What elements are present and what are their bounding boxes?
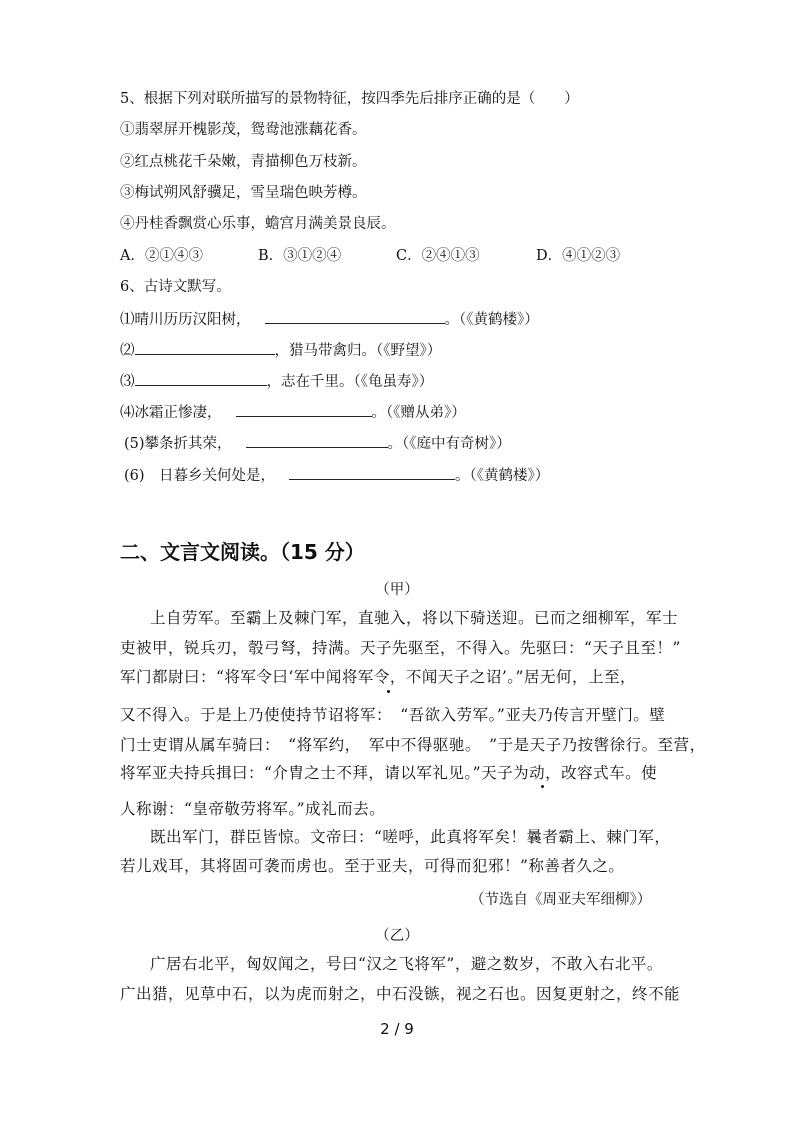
yi-line-1: 广居右北平，匈奴闻之，号曰“汉之飞将军”，避之数岁，不敢入右北平。	[150, 955, 663, 973]
jia-source: （节选自《周亚夫军细柳》）	[470, 892, 652, 908]
answer-blank-2[interactable]	[135, 340, 275, 355]
jia-line-6: 将军亚夫持兵揖曰：“介胄之士不拜，请以军礼见。”天子为动，改容式车。使	[120, 764, 658, 782]
answer-blank-4[interactable]	[236, 402, 372, 417]
q5-item-1: ①翡翠屏开槐影茂，鸳鸯池涨藕花香。	[120, 122, 367, 138]
q6-item-4-prefix: ⑷冰霜正惨凄，	[120, 405, 222, 421]
q5-option-b: B．③①②④	[258, 248, 342, 264]
answer-blank-5[interactable]	[246, 433, 388, 448]
q6-item-4-suffix: 。（《赠从弟》）	[371, 405, 466, 421]
jia-line-5: 门士吏谓从属车骑曰： “将军约， 军中不得驱驰。 ”于是天子乃按辔徐行。至营，	[120, 736, 706, 754]
jia-line-7: 人称谢：“皇帝敬劳将军。”成礼而去。	[120, 800, 386, 818]
jia-line-1: 上自劳军。至霸上及棘门军，直驰入，将以下骑送迎。已而之细柳军，军士	[150, 609, 679, 627]
q5-option-d: D．④①②③	[536, 248, 621, 264]
q6-item-1	[120, 309, 539, 330]
q5-item-2: ②红点桃花千朵嫩，青描柳色万枝新。	[120, 154, 367, 170]
q6-item-2-suffix: ，猎马带禽归。（《野望》）	[274, 343, 442, 359]
q6-item-6	[124, 465, 549, 486]
section-heading: 二、文言文阅读。（15 分）	[120, 540, 365, 564]
answer-blank-6[interactable]	[289, 465, 455, 480]
emphasis-dot	[541, 785, 544, 788]
q6-item-4	[120, 402, 466, 423]
answer-blank-1[interactable]	[265, 309, 445, 324]
q6-item-2-prefix: ⑵	[120, 343, 135, 359]
q5-stem: 5、根据下列对联所描写的景物特征，按四季先后排序正确的是（ ）	[120, 91, 579, 107]
yi-label: （乙）	[375, 928, 419, 944]
q6-item-3-suffix: ，志在千里。（《龟虽寿》）	[266, 374, 434, 390]
emphasis-dot	[387, 690, 390, 693]
jia-label: （甲）	[375, 582, 419, 598]
q6-item-1-suffix: 。（《黄鹤楼》）	[444, 312, 539, 328]
page-number: 2 / 9	[380, 1020, 414, 1038]
q6-stem: 6、古诗文默写。	[120, 279, 231, 295]
q6-item-3	[120, 371, 433, 392]
jia-line-3: 军门都尉曰：“将军令曰‘军中闻将军令，不闻天子之诏’。”居无何，上至，	[120, 668, 636, 686]
q5-item-4: ④丹桂香飘赏心乐事，蟾宫月满美景良辰。	[120, 216, 396, 232]
answer-blank-3[interactable]	[135, 371, 267, 386]
jia-line-2: 吏被甲，锐兵刃，彀弓弩，持满。天子先驱至，不得入。先驱曰：“天子且至！”	[120, 639, 681, 657]
q6-item-5-suffix: 。（《庭中有奇树》）	[387, 436, 511, 452]
q6-item-2	[120, 340, 441, 361]
q6-item-1-prefix: ⑴晴川历历汉阳树，	[120, 312, 251, 328]
q6-item-6-prefix: (6) 日暮乡关何处是，	[124, 468, 276, 484]
jia-line-8: 既出军门，群臣皆惊。文帝曰：“嗟呼，此真将军矣！曩者霸上、棘门军，	[150, 828, 671, 846]
jia-line-9: 若儿戏耳，其将固可袭而虏也。至于亚夫，可得而犯邪！”称善者久之。	[120, 857, 625, 875]
q5-option-a: A．②①④③	[120, 248, 203, 264]
q6-item-6-suffix: 。（《黄鹤楼》）	[455, 468, 550, 484]
q6-item-3-prefix: ⑶	[120, 374, 135, 390]
q5-item-3: ③梅试朔风舒骥足，雪呈瑞色映芳樽。	[120, 185, 367, 201]
q6-item-5	[124, 433, 511, 454]
jia-line-4: 又不得入。于是上乃使使持节诏将军： “吾欲入劳军。”亚夫乃传言开壁门。壁	[120, 706, 666, 724]
q6-item-5-prefix: (5)攀条折其荣，	[124, 436, 232, 452]
yi-line-2: 广出猎，见草中石，以为虎而射之，中石没镞，视之石也。因复更射之，终不能	[120, 985, 681, 1003]
q5-option-c: C．②④①③	[396, 248, 480, 264]
